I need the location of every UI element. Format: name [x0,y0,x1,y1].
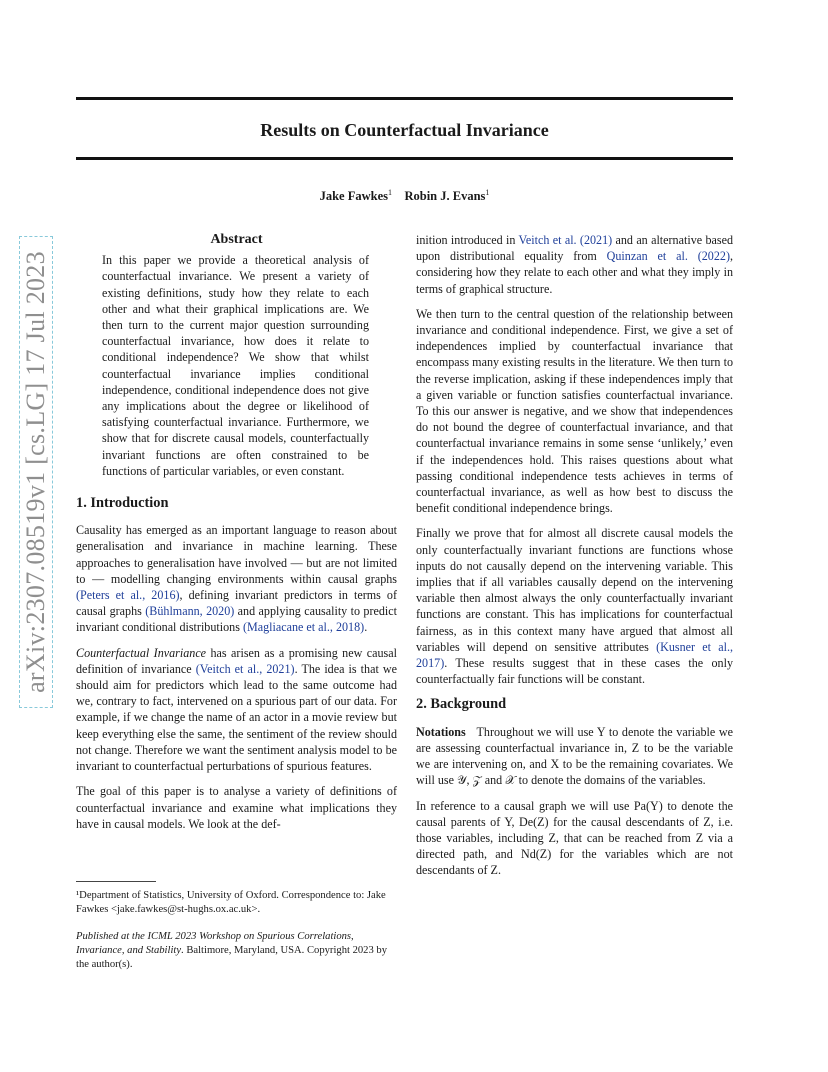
publication-venue: Published at the ICML 2023 Workshop on Spurious Correlations, Invariance, and Stability [76,931,354,956]
paragraph-text: . These results suggest that in these cases the only counterfactually fair functions will be constant. [416,656,733,687]
section-heading-background: 2. Background [416,696,507,713]
paragraph-text: Throughout we will use Y to denote the variable we are assessing counterfactual invariance in, Z to be the variable we are intervening on, and X to be the remaining covariates. We will use 𝒴, 𝒵 and 𝒳 to denote the domains of the variables. [416,724,733,788]
citation-link[interactable]: Veitch et al. [518,233,577,247]
author-list [76,188,733,204]
author-name: Jake Fawkes [319,189,388,204]
paragraph-text: Causality has emerged as an important language to reason about generalisation and invariance in machine learning. These approaches to generalisation have involved — but are not limited to — modelling changing environments within causal graphs [76,523,397,586]
left-column [76,232,397,841]
citation-link[interactable]: Quinzan et al. (2022) [606,249,730,264]
background-paragraph [416,724,733,789]
paragraph-text: . The idea is that we should aim for predictors which lead to the same outcome had we, contrary to fact, intervened on a spurious part of our data. For example, if we change the name of an actor in a movie review but keep everything else the same, the sentiment of the review should not change. Therefore we want the sentiment analysis model to be invariant to counterfactual perturbations of spurious features. [76,661,397,774]
intro-paragraph: The goal of this paper is to analyse a variety of definitions of counterfactual invariance and examine what implications they have in causal models. We look at the def- [76,784,397,831]
intro-paragraph [76,645,397,775]
citation-link[interactable]: (Peters et al., 2016) [76,588,180,603]
author-name: Robin J. Evans [404,189,486,204]
intro-paragraph [416,232,733,297]
paragraph-text: inition introduced in [416,233,519,247]
paragraph-text: , defining invariant predictors in terms of causal graphs [76,588,397,619]
right-column [416,232,733,888]
citation-link[interactable]: (Kusner et al., 2017) [416,639,733,671]
citation-link[interactable]: (2021) [579,233,613,247]
arxiv-identifier[interactable]: arXiv:2307.08519v1 [cs.LG] 17 Jul 2023 [19,236,53,708]
affiliation-mark: 1 [387,188,392,197]
footnote-rule [76,881,156,882]
intro-paragraph [416,525,733,687]
citation-link[interactable]: (Veitch et al., 2021) [195,661,295,676]
intro-paragraph: We then turn to the central question of the relationship between invariance and conditional independence. First, we give a set of independences implied by counterfactual invariance that encompass many existing results in the literature. We then turn to the reverse implication, asking if these independences imply that a given variable or function satisfies counterfactual invariance. To this our answer is negative, and we show that independences do not bound the degree of counterfactual invariance, and that counterfactual invariance remains in some sense ‘unlikely,’ even if the independences hold. This raises questions about what passing conditional independence tests achieves in terms of counterfactual invariance, as well as how best to discuss the benefit conditional independence brings. [416,306,733,516]
citation-link[interactable]: (Bühlmann, 2020) [145,604,235,619]
affiliation-mark: 1 [485,188,490,197]
paragraph-text: and an alternative based upon distributional equality from [416,233,733,264]
section-heading-introduction: 1. Introduction [76,495,169,512]
paragraph-text: , considering how they relate to each other and what they imply in terms of graphical structure. [416,249,734,296]
abstract-text: In this paper we provide a theoretical analysis of counterfactual invariance. We present a variety of existing definitions, study how they relate to each other and what their graphical implications are. We then turn to the current major question surrounding counterfactual invariance, how does it relate to conditional independence? We show that whilst counterfactual invariance implies conditional independence, conditional independence does not give any implications about the degree or likelihood of satisfying counterfactual invariance. Furthermore, we show that for discrete causal models, counterfactually invariant functions are often constrained to be functions of particular variables, or even constant. [102,253,369,478]
affiliation-footnote: ¹Department of Statistics, University of Oxford. Correspondence to: Jake Fawkes <jake.fawkes@st-hughs.ox.ac.uk>. [76,890,386,915]
emphasis-term: Counterfactual Invariance [76,645,207,660]
paragraph-text: Finally we prove that for almost all discrete causal models the only counterfactually invariant functions are functions whose inputs do not causally depend on the intervening variable. This implies that if all variables causally depend on the intervening variable then almost always the only counterfactually invariant functions are constant. This has implications for counterfactual fairness, as in this context many have argued that almost all variables will depend on sensitive attributes [416,526,733,654]
title-rule [76,157,733,160]
intro-paragraph [76,522,397,635]
paragraph-text: has arisen as a promising new causal definition of invariance [76,645,397,676]
paragraph-heading: Notations [416,724,466,739]
top-rule [76,97,733,100]
citation-link[interactable]: (Magliacane et al., 2018) [242,620,365,635]
paper-title: Results on Counterfactual Invariance [260,120,549,140]
publication-rest: . Baltimore, Maryland, USA. Copyright 2023 by the author(s). [76,945,388,970]
paragraph-text: . [364,620,368,635]
background-paragraph: In reference to a causal graph we will use Pa(Y) to denote the causal parents of Y, De(Z) for the causal descendants of Z, i.e. those variables, including Z, that can be reached from Z via a directed path, and Nd(Z) for the variables which are not descendants of Z. [416,798,733,878]
publication-note [76,930,397,972]
abstract-heading: Abstract [210,232,263,247]
paragraph-text: and applying causality to predict invariant conditional distributions [76,604,397,635]
